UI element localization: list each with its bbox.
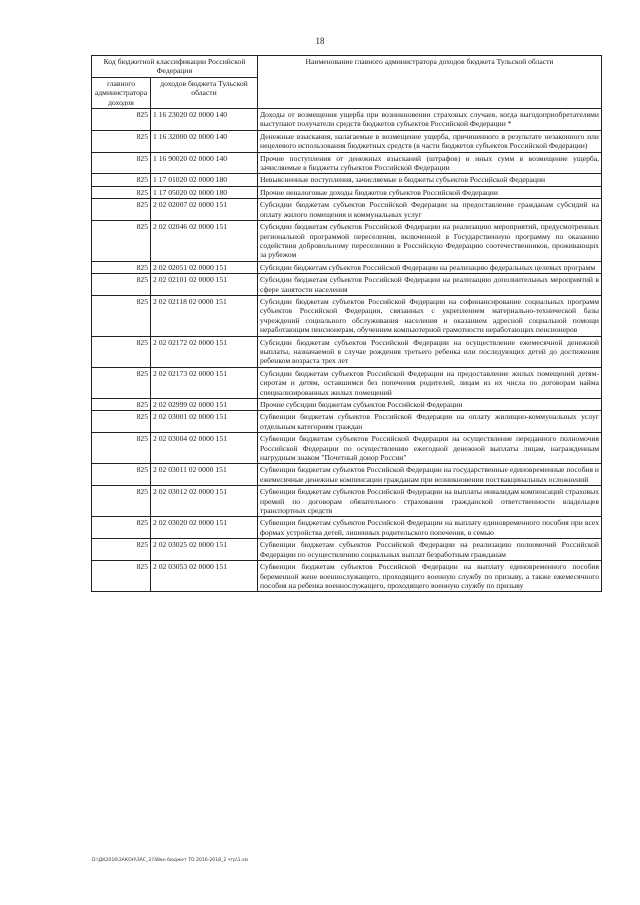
table-row [92,336,602,367]
income-code-cell: 2 02 03025 02 0000 151 [151,539,258,561]
income-name-cell: Субвенции бюджетам субъектов Российской Федерации на выплаты инвалидам компенсаций страховых премий по договорам обязательного страхования гражданской ответственности владельцев транспортных средств [258,486,602,517]
income-code-cell: 2 02 03001 02 0000 151 [151,411,258,433]
table-row [92,274,602,296]
income-name-cell: Субсидии бюджетам субъектов Российской Федерации на софинансирование социальных программ субъектов Российской Федерации, связанных с укреплением материально-технической базы учреждений социального обслуживания населения и оказанием адресной социальной помощи неработающим пенсионерам, обучением компьютерной грамотности неработающих пенсионеров [258,295,602,336]
admin-code-cell: 825 [92,486,151,517]
income-code-cell: 2 02 02999 02 0000 151 [151,399,258,411]
income-code-cell: 2 02 03004 02 0000 151 [151,433,258,464]
table-row [92,367,602,398]
income-code-cell: 1 17 01020 02 0000 180 [151,174,258,186]
table-body [92,109,602,592]
income-code-cell: 2 02 03020 02 0000 151 [151,517,258,539]
income-name-cell: Прочие поступления от денежных взысканий (штрафов) и иных сумм в возмещение ущерба, зачисляемые в бюджеты субъектов Российской Федерации [258,152,602,174]
table-row [92,399,602,411]
admin-code-cell: 825 [92,130,151,152]
income-code-cell: 2 02 03012 02 0000 151 [151,486,258,517]
income-name-cell: Субсидии бюджетам субъектов Российской Федерации на предоставление гражданам субсидий на оплату жилого помещения и коммунальных услуг [258,199,602,221]
income-name-cell: Субвенции бюджетам субъектов Российской Федерации на осуществление переданного полномочия Российской Федерации по осуществлению ежегодной денежной выплаты лицам, награжденным нагрудным знаком "Почетный донор России" [258,433,602,464]
income-code-cell: 2 02 02051 02 0000 151 [151,261,258,273]
income-name-cell: Субсидии бюджетам субъектов Российской Федерации на предоставление жилых помещений детям-сиротам и детям, оставшимся без попечения родителей, лицам из их числа по договорам найма специализированных жилых помещений [258,367,602,398]
admin-code-cell: 825 [92,152,151,174]
admin-code-cell: 825 [92,464,151,486]
admin-code-cell: 825 [92,221,151,262]
table-row [92,411,602,433]
admin-code-cell: 825 [92,367,151,398]
income-name-cell: Субсидии бюджетам субъектов Российской Федерации на реализацию федеральных целевых программ [258,261,602,273]
income-name-cell: Прочие неналоговые доходы бюджетов субъектов Российской Федерации [258,186,602,198]
income-name-cell: Субвенции бюджетам субъектов Российской Федерации на государственные единовременные пособия и ежемесячные денежные компенсации гражданам при возникновении поствакцинальных осложнений [258,464,602,486]
table-row [92,261,602,273]
income-name-cell: Субсидии бюджетам субъектов Российской Федерации на реализацию дополнительных мероприятий в сфере занятости населения [258,274,602,296]
table-row [92,221,602,262]
table-row [92,199,602,221]
budget-classification-table [91,55,602,592]
table-row [92,174,602,186]
admin-code-cell: 825 [92,433,151,464]
admin-code-cell: 825 [92,174,151,186]
file-path-footer: D:\ДК2016\ЗАКОН\ЗАС_3748вн бюджет ТО 2016-2018_2 чтр\1.xls [92,858,249,863]
header-income: доходов бюджета Тульской области [151,77,258,108]
admin-code-cell: 825 [92,539,151,561]
table-row [92,130,602,152]
table-row [92,186,602,198]
income-name-cell: Субсидии бюджетам субъектов Российской Федерации на реализацию мероприятий, предусмотренных региональной программой переселения, включенной в Государственную программу по оказанию содействия добровольному переселению в Российскую Федерацию соотечественников, проживающих за рубежом [258,221,602,262]
admin-code-cell: 825 [92,261,151,273]
income-code-cell: 2 02 02172 02 0000 151 [151,336,258,367]
income-code-cell: 2 02 02101 02 0000 151 [151,274,258,296]
table-row [92,109,602,131]
admin-code-cell: 825 [92,295,151,336]
income-code-cell: 2 02 02007 02 0000 151 [151,199,258,221]
admin-code-cell: 825 [92,411,151,433]
table-row [92,464,602,486]
income-code-cell: 1 17 05020 02 0000 180 [151,186,258,198]
income-name-cell: Доходы от возмещения ущерба при возникновении страховых случаев, когда выгодоприобретателями выступают получатели средств бюджетов субъектов Российской Федерации * [258,109,602,131]
table-row [92,486,602,517]
income-code-cell: 2 02 03053 02 0000 151 [151,561,258,592]
admin-code-cell: 825 [92,561,151,592]
table-row [92,295,602,336]
income-name-cell: Субвенции бюджетам субъектов Российской Федерации на выплату единовременного пособия при всех формах устройства детей, лишенных родительского попечения, в семью [258,517,602,539]
admin-code-cell: 825 [92,109,151,131]
admin-code-cell: 825 [92,199,151,221]
income-name-cell: Субвенции бюджетам субъектов Российской Федерации на оплату жилищно-коммунальных услуг отдельным категориям граждан [258,411,602,433]
income-name-cell: Денежные взыскания, налагаемые в возмещение ущерба, причиненного в результате незаконного или нецелевого использования бюджетных средств (в части бюджетов субъектов Российской Федерации) [258,130,602,152]
header-admin: главного администратора доходов [92,77,151,108]
header-group-title: Код бюджетной классификации Российской Федерации [92,56,258,78]
income-code-cell: 1 16 90020 02 0000 140 [151,152,258,174]
admin-code-cell: 825 [92,186,151,198]
header-name: Наименование главного администратора доходов бюджета Тульской области [258,56,602,109]
income-name-cell: Субвенции бюджетам субъектов Российской Федерации на выплату единовременного пособия беременной жене военнослужащего, проходящего военную службу по призыву, а также ежемесячного пособия на ребенка военнослужащего, проходящего военную службу по призыву [258,561,602,592]
admin-code-cell: 825 [92,517,151,539]
income-name-cell: Прочие субсидии бюджетам субъектов Российской Федерации [258,399,602,411]
admin-code-cell: 825 [92,399,151,411]
table-row [92,517,602,539]
income-code-cell: 2 02 02046 02 0000 151 [151,221,258,262]
income-code-cell: 1 16 23020 02 0000 140 [151,109,258,131]
income-name-cell: Невыясненные поступления, зачисляемые в бюджеты субъектов Российской Федерации [258,174,602,186]
table-row [92,561,602,592]
admin-code-cell: 825 [92,336,151,367]
table-row [92,539,602,561]
income-code-cell: 2 02 02118 02 0000 151 [151,295,258,336]
table-row [92,433,602,464]
income-code-cell: 2 02 03011 02 0000 151 [151,464,258,486]
income-code-cell: 1 16 32000 02 0000 140 [151,130,258,152]
income-code-cell: 2 02 02173 02 0000 151 [151,367,258,398]
page-number: 18 [315,36,325,46]
table-row [92,152,602,174]
income-name-cell: Субсидии бюджетам субъектов Российской Федерации на осуществление ежемесячной денежной выплаты, назначаемой в случае рождения третьего ребенка или последующих детей до достижения ребенком возраста трех лет [258,336,602,367]
admin-code-cell: 825 [92,274,151,296]
income-name-cell: Субвенции бюджетам субъектов Российской Федерации на реализацию полномочий Российской Федерации по осуществлению социальных выплат безработным гражданам [258,539,602,561]
